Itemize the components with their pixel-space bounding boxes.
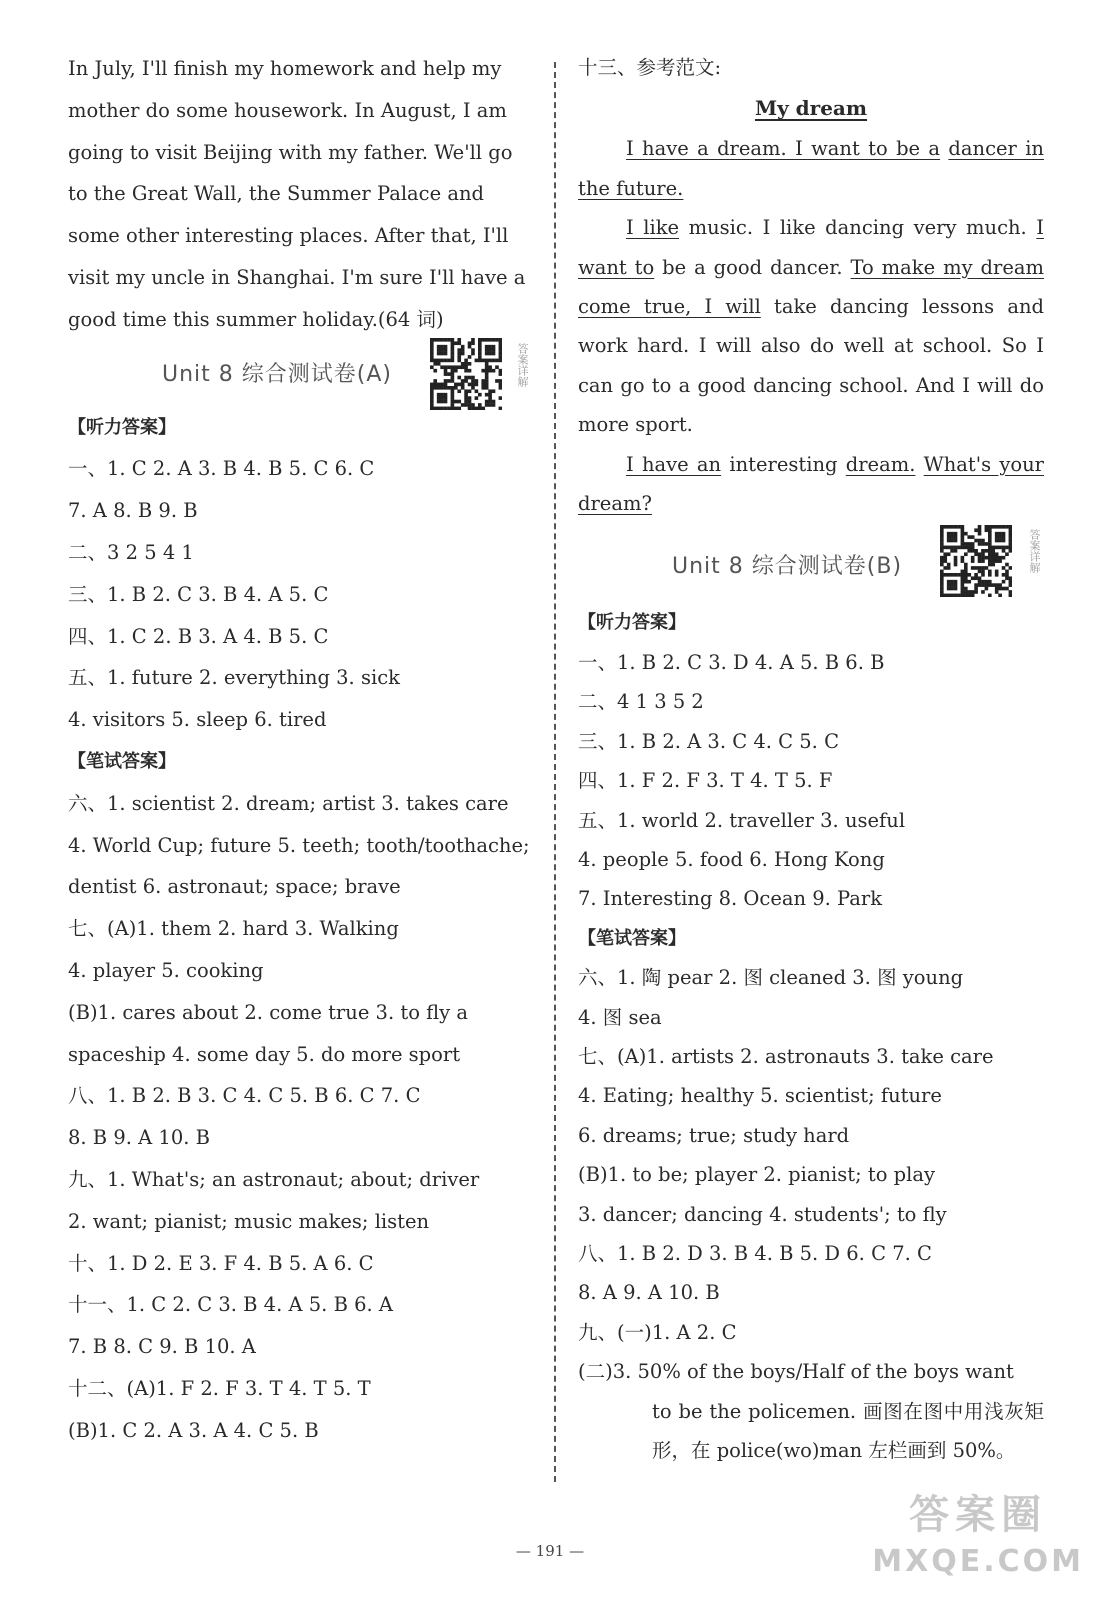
answer-line: 七、(A)1. artists 2. astronauts 3. take care	[578, 1044, 994, 1068]
answer-line: 八、1. B 2. B 3. C 4. C 5. B 6. C 7. C	[68, 1084, 421, 1108]
answer-line: 十、1. D 2. E 3. F 4. B 5. A 6. C	[68, 1251, 374, 1275]
underlined-phrase: I want to	[578, 216, 1044, 279]
text-line: going to visit Beijing with my father. We'll go	[68, 140, 513, 164]
text-line: good time this summer holiday.(64 词)	[68, 307, 444, 331]
underlined-phrase: I have a dream. I want to be a	[626, 137, 941, 161]
listening-answers-b	[578, 643, 1044, 919]
answer-line: 九、1. What's; an astronaut; about; driver	[68, 1167, 480, 1191]
text-line: visit my uncle in Shanghai. I'm sure I'll have a	[68, 265, 526, 289]
writing-answers-b	[578, 958, 1044, 1352]
answer-line: 四、1. C 2. B 3. A 4. B 5. C	[68, 624, 329, 648]
unit-a-heading	[68, 341, 534, 407]
answer-line: 五、1. future 2. everything 3. sick	[68, 666, 400, 690]
unit-b-title: Unit 8 综合测试卷(B)	[672, 554, 903, 580]
essay-paragraph-2: I like music. I like dancing very much. I want to be a good dancer. To make my dream come true, I will take dancing lessons and work hard. I will also do well at school. So I can go to a good dancing school. And I will do more sport.	[578, 216, 1044, 437]
answer-line: 7. B 8. C 9. B 10. A	[68, 1335, 256, 1359]
underlined-phrase: I like	[626, 216, 680, 240]
listening-answers-header: 【听力答案】	[578, 612, 686, 634]
answer-line: 二、3 2 5 4 1	[68, 540, 194, 564]
answer-line: 4. 图 sea	[578, 1005, 662, 1029]
answer-line: 六、1. scientist 2. dream; artist 3. takes care	[68, 791, 509, 815]
answer-line: (B)1. C 2. A 3. A 4. C 5. B	[68, 1418, 319, 1442]
answer-line: 五、1. world 2. traveller 3. useful	[578, 808, 906, 832]
answer-line: 4. Eating; healthy 5. scientist; future	[578, 1084, 942, 1108]
answer-line: 7. Interesting 8. Ocean 9. Park	[578, 887, 883, 911]
qr-caption: 答案详解	[1028, 529, 1041, 574]
answer-line: 七、(A)1. them 2. hard 3. Walking	[68, 917, 399, 941]
writing-answers-header: 【笔试答案】	[578, 927, 686, 949]
left-column	[68, 48, 534, 1452]
underlined-phrase: To make my dream come true, I will	[578, 255, 1044, 319]
answer-line: dentist 6. astronaut; space; brave	[68, 875, 401, 899]
watermark-url: MXQE.COM	[872, 1544, 1084, 1579]
answer-line: 十二、(A)1. F 2. F 3. T 4. T 5. T	[68, 1376, 371, 1400]
qr-caption: 答案详解	[516, 342, 529, 387]
essay-paragraph-1	[578, 129, 1044, 208]
unit-b-heading	[578, 523, 1044, 603]
essay-label: 十三、参考范文:	[578, 56, 722, 79]
answer-line: 2. want; pianist; music makes; listen	[68, 1209, 430, 1233]
underlined-phrase: I have an	[626, 452, 722, 476]
answer-line: 6. dreams; true; study hard	[578, 1123, 850, 1147]
text-line: to the Great Wall, the Summer Palace and	[68, 182, 485, 206]
watermark-logo	[872, 1488, 1084, 1582]
answer-line: 九、(一)1. A 2. C	[578, 1320, 737, 1344]
essay-paragraph-3: I have an interesting dream. What's your dream?	[578, 452, 1044, 516]
listening-answers-header: 【听力答案】	[68, 416, 176, 438]
answer-line: 8. B 9. A 10. B	[68, 1126, 210, 1150]
answer-line: 一、1. C 2. A 3. B 4. B 5. C 6. C	[68, 457, 375, 481]
text-line: some other interesting places. After that, I'll	[68, 224, 509, 248]
answer-line: spaceship 4. some day 5. do more sport	[68, 1042, 461, 1066]
essay-title: My dream	[754, 96, 868, 121]
underlined-phrase: dancer in the future.	[578, 137, 1044, 200]
writing-answers-header: 【笔试答案】	[68, 750, 176, 772]
answer-line: (B)1. cares about 2. come true 3. to fly a	[68, 1000, 468, 1024]
answer-line: 8. A 9. A 10. B	[578, 1281, 720, 1305]
intro-paragraph	[68, 48, 534, 341]
answer-line: (B)1. to be; player 2. pianist; to play	[578, 1163, 936, 1187]
text-line: In July, I'll finish my homework and help my	[68, 57, 502, 80]
writing-answers-a	[68, 783, 534, 1452]
answer-line: 7. A 8. B 9. B	[68, 499, 198, 523]
answer-line: 二、4 1 3 5 2	[578, 690, 704, 714]
right-column	[578, 48, 1044, 1470]
answer-line: 一、1. B 2. C 3. D 4. A 5. B 6. B	[578, 650, 885, 674]
answer-line: 三、1. B 2. C 3. B 4. A 5. C	[68, 582, 329, 606]
answer-line: 十一、1. C 2. C 3. B 4. A 5. B 6. A	[68, 1293, 393, 1317]
text-line: mother do some housework. In August, I am	[68, 98, 507, 122]
answer-line: 4. visitors 5. sleep 6. tired	[68, 708, 327, 732]
page-number: — 191 —	[515, 1542, 585, 1560]
column-divider	[554, 62, 556, 1482]
watermark-logo-text: 答案圈	[909, 1492, 1048, 1538]
qr-code-icon[interactable]	[940, 525, 1012, 597]
unit-a-title: Unit 8 综合测试卷(A)	[162, 361, 392, 387]
answer-line: 4. World Cup; future 5. teeth; tooth/toothache;	[68, 833, 530, 857]
answer-line: 八、1. B 2. D 3. B 4. B 5. D 6. C 7. C	[578, 1241, 932, 1265]
answer-line: 四、1. F 2. F 3. T 4. T 5. F	[578, 769, 833, 793]
answer-line: 三、1. B 2. A 3. C 4. C 5. C	[578, 729, 839, 753]
qr-code-icon[interactable]	[430, 338, 502, 410]
answer-line: 六、1. 陶 pear 2. 图 cleaned 3. 图 young	[578, 966, 964, 990]
underlined-phrase: What's your dream?	[578, 452, 1044, 516]
answer-line: (二)3. 50% of the boys/Half of the boys want	[578, 1360, 1014, 1384]
answer-line: 3. dancer; dancing 4. students'; to fly	[578, 1202, 947, 1226]
underlined-phrase: dream.	[845, 452, 916, 476]
answer-line: 4. people 5. food 6. Hong Kong	[578, 847, 885, 871]
answer-line: 4. player 5. cooking	[68, 958, 264, 982]
listening-answers-a	[68, 448, 534, 741]
answer-line-continuation: to be the policemen. 画图在图中用浅灰矩形，在 police(wo)man 左栏画到 50%。	[652, 1399, 1044, 1462]
